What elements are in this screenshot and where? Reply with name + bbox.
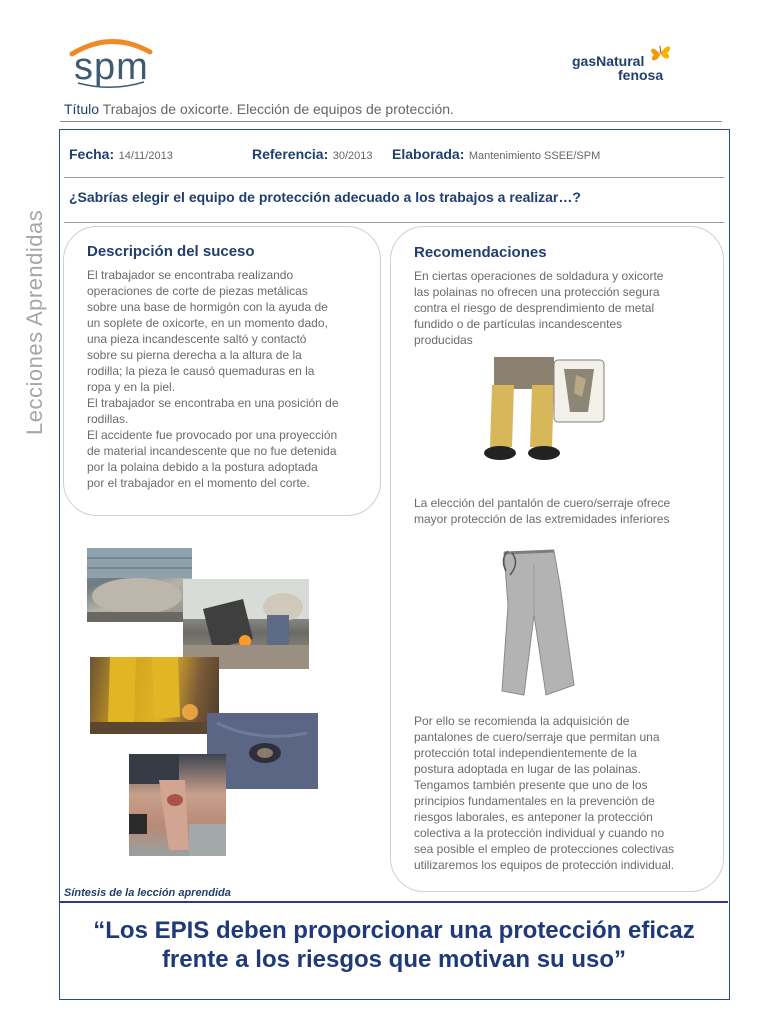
synthesis-label: Síntesis de la lección aprendida (64, 887, 231, 899)
meta-fecha (69, 146, 173, 164)
gaiters-photo (484, 357, 606, 479)
referencia-label: Referencia: (252, 146, 329, 162)
spm-logo (68, 36, 154, 92)
gn-logo-line2: fenosa (618, 67, 664, 83)
spm-logo-text: spm (74, 46, 149, 88)
meta-elaborada (392, 146, 600, 164)
synthesis-quote: “Los EPIS deben proporcionar una protección eficaz frente a los riesgos que motivan su uso” (93, 917, 695, 973)
meta-divider (64, 177, 724, 178)
gas-natural-fenosa-logo (570, 42, 680, 86)
incident-photo-injured-leg (129, 754, 226, 856)
descripcion-title: Descripción del suceso (87, 243, 255, 260)
fecha-value: 14/11/2013 (118, 150, 173, 162)
incident-photo-oxycutting (183, 579, 309, 669)
synthesis-divider (60, 901, 728, 903)
question-heading: ¿Sabrías elegir el equipo de protección adecuado a los trabajos a realizar…? (69, 189, 581, 205)
meta-referencia (252, 146, 372, 164)
titulo-label: Título (64, 101, 100, 117)
butterfly-icon (648, 42, 674, 69)
recomendaciones-text-3: Por ello se recomienda la adquisición de pantalones de cuero/serraje que permitan una protección total independientemente de la postura adoptada en lugar de las polainas. Tengamos también presente que uno de los principios fundamentales en la prevención de riesgos laborales, es anteponer la protección colectiva a la protección individual y cuando no sea posible el empleo de protecciones colectivas utilizaremos los equipos de protección individual. (414, 714, 675, 872)
recomendaciones-title: Recomendaciones (414, 244, 547, 261)
descripcion-text: El trabajador se encontraba realizando operaciones de corte de piezas metálicas sobre una base de hormigón con la ayuda de un soplete de oxicorte, en un momento dado, una pieza incandescente saltó y contactó sobre su pierna derecha a la altura de la rodilla; la pieza le causó quemaduras en la ropa y en la piel. El trabajador se encontraba en una posición de rodillas. El accidente fue provocado por una proyección de material incandescente que no fue detenida por la polaina debido a la postura adoptada por el trabajador en el momento del corte. (87, 268, 339, 490)
recomendaciones-text-1: En ciertas operaciones de soldadura y oxicorte las polainas no ofrecen una protección segura contra el riesgo de desprendimiento de metal fundido o de partículas incandescentes producidas (414, 269, 664, 347)
leather-trousers-photo (494, 545, 580, 700)
fecha-label: Fecha: (69, 146, 115, 162)
incident-photo-concrete-base (87, 548, 192, 622)
titulo-text: Trabajos de oxicorte. Elección de equipos de protección. (102, 101, 454, 117)
question-divider (64, 222, 724, 223)
elaborada-value: Mantenimiento SSEE/SPM (468, 150, 601, 162)
side-label-lecciones: Lecciones Aprendidas (22, 209, 47, 435)
recomendaciones-text-2: La elección del pantalón de cuero/serraje ofrece mayor protección de las extremidades inferiores (414, 496, 671, 526)
title-divider (60, 121, 722, 122)
elaborada-label: Elaborada: (392, 146, 465, 162)
gn-logo-line1: gasNatural (572, 53, 645, 69)
document-title-line (64, 101, 454, 117)
referencia-value: 30/2013 (332, 150, 373, 162)
incident-photo-gaiters-kneeling (90, 657, 219, 734)
